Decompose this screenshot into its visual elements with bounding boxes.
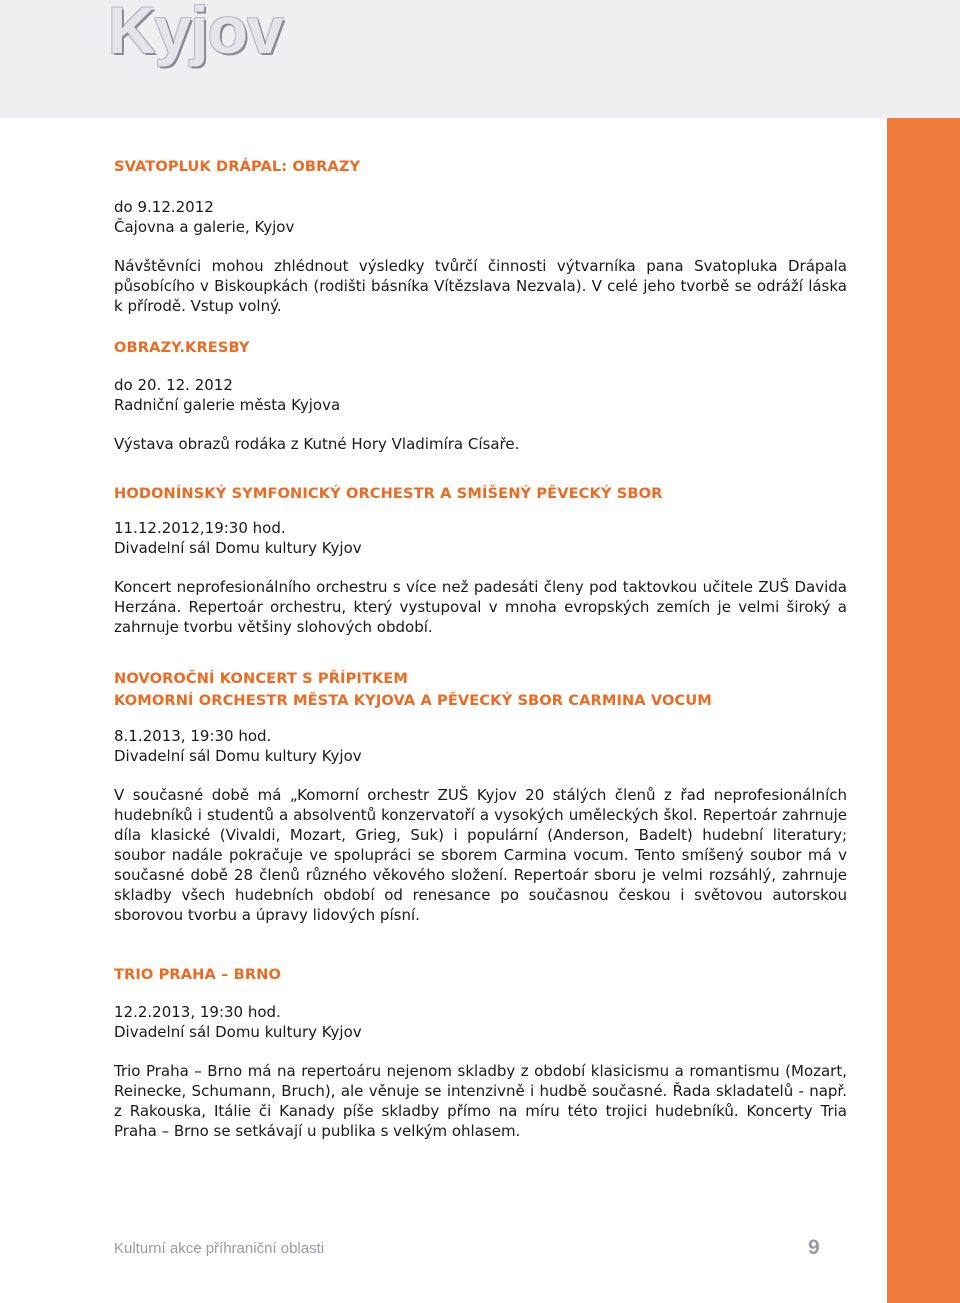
event-section xyxy=(114,668,847,925)
side-accent-bar xyxy=(887,118,960,1303)
event-section xyxy=(114,483,847,637)
event-date: 11.12.2012,19:30 hod. xyxy=(114,519,286,537)
event-title: OBRAZY.KRESBY xyxy=(114,339,250,356)
event-description: Koncert neprofesionálního orchestru s více než padesáti členy pod taktovkou učitele ZUŠ Davida Herzána. Repertoár orchestru, který vystupoval v mnoha evropských zemích je velmi široký a zahrnuje tvorbu většiny slohových období. xyxy=(114,578,847,636)
event-venue: Divadelní sál Domu kultury Kyjov xyxy=(114,747,362,765)
event-date: 12.2.2013, 19:30 hod. xyxy=(114,1003,281,1021)
event-title: SVATOPLUK DRÁPAL: OBRAZY xyxy=(114,158,361,175)
header-title: Kyjov xyxy=(108,0,283,67)
footer-text: Kulturní akce příhraniční oblasti xyxy=(114,1240,325,1257)
event-venue: Divadelní sál Domu kultury Kyjov xyxy=(114,1023,362,1041)
event-description: V současné době má „Komorní orchestr ZUŠ Kyjov 20 stálých členů z řad neprofesionálních hudebníků i studentů a absolventů konzervatoří a vysokých uměleckých škol. Repertoár zahrnuje díla klasické (Vivaldi, Mozart, Grieg, Suk) i populární (Anderson, Badelt) hudební literatury; soubor nadále pokračuje ve spolupráci se sborem Carmina vocum. Tento smíšený soubor má v současné době 28 členů různého věkového složení. Repertoár sboru je velmi rozsáhlý, zahrnuje skladby všech hudebních období od renesance po současnou českou i světovou autorskou sborovou tvorbu a úpravy lidových písní. xyxy=(114,786,847,924)
event-title: HODONÍNSKÝ SYMFONICKÝ ORCHESTR A SMÍŠENÝ PĚVECKÝ SBOR xyxy=(114,485,663,502)
event-section xyxy=(114,156,847,316)
event-venue: Radniční galerie města Kyjova xyxy=(114,396,341,414)
event-section xyxy=(114,964,847,1141)
event-description: Návštěvníci mohou zhlédnout výsledky tvůrčí činnosti výtvarníka pana Svatopluka Drápala působícího v Biskoupkách (rodišti básníka Vítězslava Nezvala). V celé jeho tvorbě se odráží láska k přírodě. Vstup volný. xyxy=(114,257,847,315)
event-date: do 9.12.2012 xyxy=(114,198,214,216)
page-number: 9 xyxy=(808,1236,820,1259)
event-description: Trio Praha – Brno má na repertoáru nejenom skladby z období klasicismu a romantismu (Mozart, Reinecke, Schumann, Bruch), ale věnuje se intenzivně i hudbě současné. Řada skladatelů - např. z Rakouska, Itálie či Kanady píše skladby přímo na míru této trojici hudebníků. Koncerty Tria Praha – Brno se setkávají u publika s velkým ohlasem. xyxy=(114,1062,847,1140)
event-venue: Čajovna a galerie, Kyjov xyxy=(114,218,295,236)
event-description: Výstava obrazů rodáka z Kutné Hory Vladimíra Císaře. xyxy=(114,435,520,453)
header-band xyxy=(0,0,960,118)
main-content xyxy=(114,156,847,1141)
event-venue: Divadelní sál Domu kultury Kyjov xyxy=(114,539,362,557)
event-title: TRIO PRAHA – BRNO xyxy=(114,966,281,983)
event-date: 8.1.2013, 19:30 hod. xyxy=(114,727,272,745)
event-title: NOVOROČNÍ KONCERT S PŘÍPITKEM xyxy=(114,670,409,687)
event-section xyxy=(114,337,847,454)
event-subtitle: KOMORNÍ ORCHESTR MĚSTA KYJOVA A PĚVECKÝ SBOR CARMINA VOCUM xyxy=(114,692,712,709)
event-date: do 20. 12. 2012 xyxy=(114,376,233,394)
